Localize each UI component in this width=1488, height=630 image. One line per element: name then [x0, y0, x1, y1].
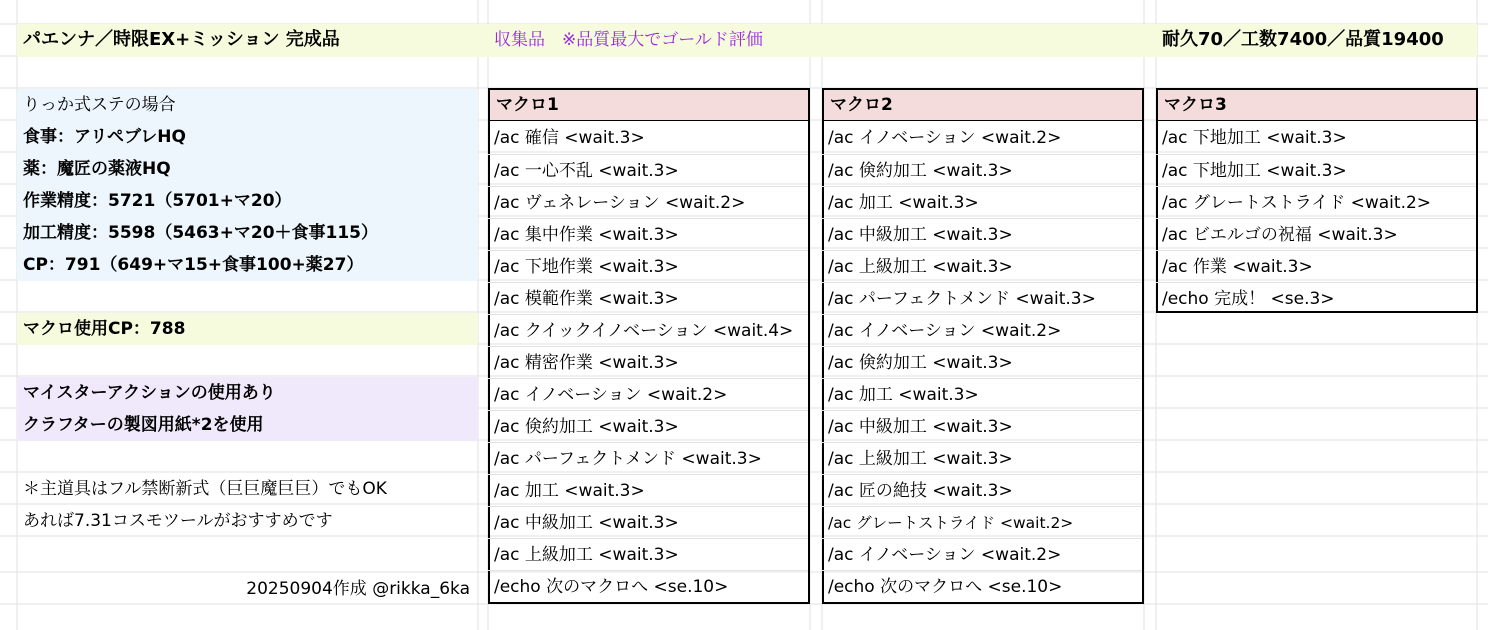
macro-1-line[interactable]: /ac 上級加工 <wait.3>	[488, 538, 808, 570]
macro-1-line[interactable]: /ac 下地作業 <wait.3>	[488, 250, 808, 282]
macro-3-line[interactable]: /echo 完成！ <se.3>	[1156, 282, 1476, 314]
macro-3-line[interactable]: /ac グレートストライド <wait.2>	[1156, 186, 1476, 218]
macro-2-line[interactable]: /ac 中級加工 <wait.3>	[822, 218, 1142, 250]
macro-2-line[interactable]: /ac イノベーション <wait.2>	[822, 538, 1142, 570]
macro-1-line[interactable]: /ac パーフェクトメンド <wait.3>	[488, 442, 808, 474]
macro-cp-cell[interactable]: マクロ使用CP：788	[17, 313, 478, 345]
credit-cell[interactable]: 20250904作成 @rikka_6ka	[246, 579, 470, 599]
medicine-cell[interactable]: 薬：魔匠の薬液HQ	[23, 159, 171, 179]
macro-2-line[interactable]: /ac 倹約加工 <wait.3>	[822, 346, 1142, 378]
macro-1-line[interactable]: /ac 倹約加工 <wait.3>	[488, 410, 808, 442]
master-action-cell[interactable]: マイスターアクションの使用あり	[17, 377, 478, 409]
cp-cell[interactable]: CP：791（649+マ15+食事100+薬27）	[23, 255, 364, 275]
macro-2-line[interactable]: /ac グレートストライド <wait.2>	[822, 506, 1142, 538]
macro-2-header[interactable]: マクロ2	[824, 90, 1142, 121]
macro-1-line[interactable]: /echo 次のマクロへ <se.10>	[488, 570, 808, 602]
macro-1-line[interactable]: /ac 確信 <wait.3>	[494, 128, 645, 148]
macro-3-line[interactable]: /ac 下地加工 <wait.3>	[1162, 128, 1347, 148]
macro-1-line[interactable]: /ac クイックイノベーション <wait.4>	[488, 314, 808, 346]
control-cell[interactable]: 加工精度：5598（5463+マ20＋食事115）	[23, 223, 379, 243]
macro-1-line[interactable]: /ac 加工 <wait.3>	[488, 474, 808, 506]
collectable-note[interactable]: 収集品 ※品質最大でゴールド評価	[494, 30, 763, 50]
macro-1-line[interactable]: /ac 精密作業 <wait.3>	[488, 346, 808, 378]
macro-2-line[interactable]: /ac 加工 <wait.3>	[822, 378, 1142, 410]
macro-2-line[interactable]: /ac イノベーション <wait.2>	[822, 314, 1142, 346]
page-title[interactable]: パエンナ／時限EX+ミッション 完成品	[23, 29, 340, 50]
macro-1-line[interactable]: /ac 模範作業 <wait.3>	[488, 282, 808, 314]
macro-2-line[interactable]: /ac 匠の絶技 <wait.3>	[822, 474, 1142, 506]
craftsmanship-cell[interactable]: 作業精度：5721（5701+マ20）	[23, 191, 292, 211]
macro-2-line[interactable]: /ac 加工 <wait.3>	[822, 186, 1142, 218]
macro-2-line[interactable]: /ac イノベーション <wait.2>	[828, 128, 1062, 148]
macro-3-header[interactable]: マクロ3	[1158, 90, 1476, 121]
macro-1-header[interactable]: マクロ1	[490, 90, 808, 121]
macro-1-line[interactable]: /ac ヴェネレーション <wait.2>	[488, 186, 808, 218]
macro-1-line[interactable]: /ac イノベーション <wait.2>	[488, 378, 808, 410]
note-tool[interactable]: ＊主道具はフル禁断新式（巨巨魔巨巨）でもOK	[23, 479, 387, 499]
macro-3-line[interactable]: /ac 作業 <wait.3>	[1156, 250, 1476, 282]
macro-2-line[interactable]: /ac 上級加工 <wait.3>	[822, 442, 1142, 474]
macro-2-line[interactable]: /echo 次のマクロへ <se.10>	[822, 570, 1142, 602]
stats-label[interactable]: りっか式ステの場合	[23, 95, 176, 115]
macro-2-line[interactable]: /ac 中級加工 <wait.3>	[822, 410, 1142, 442]
macro-2-line[interactable]: /ac 上級加工 <wait.3>	[822, 250, 1142, 282]
blueprint-cell[interactable]: クラフターの製図用紙*2を使用	[17, 409, 478, 441]
macro-1-line[interactable]: /ac 集中作業 <wait.3>	[488, 218, 808, 250]
note-cosmo[interactable]: あれば7.31コスモツールがおすすめです	[23, 511, 333, 531]
macro-1-line[interactable]: /ac 一心不乱 <wait.3>	[488, 154, 808, 186]
macro-1-line[interactable]: /ac 中級加工 <wait.3>	[488, 506, 808, 538]
macro-2-line[interactable]: /ac 倹約加工 <wait.3>	[822, 154, 1142, 186]
macro-3-line[interactable]: /ac 下地加工 <wait.3>	[1156, 154, 1476, 186]
food-cell[interactable]: 食事：アリペブレHQ	[23, 127, 186, 147]
macro-2-line[interactable]: /ac パーフェクトメンド <wait.3>	[822, 282, 1142, 314]
macro-3-line[interactable]: /ac ビエルゴの祝福 <wait.3>	[1156, 218, 1476, 250]
recipe-stats[interactable]: 耐久70／工数7400／品質19400	[1162, 29, 1444, 50]
